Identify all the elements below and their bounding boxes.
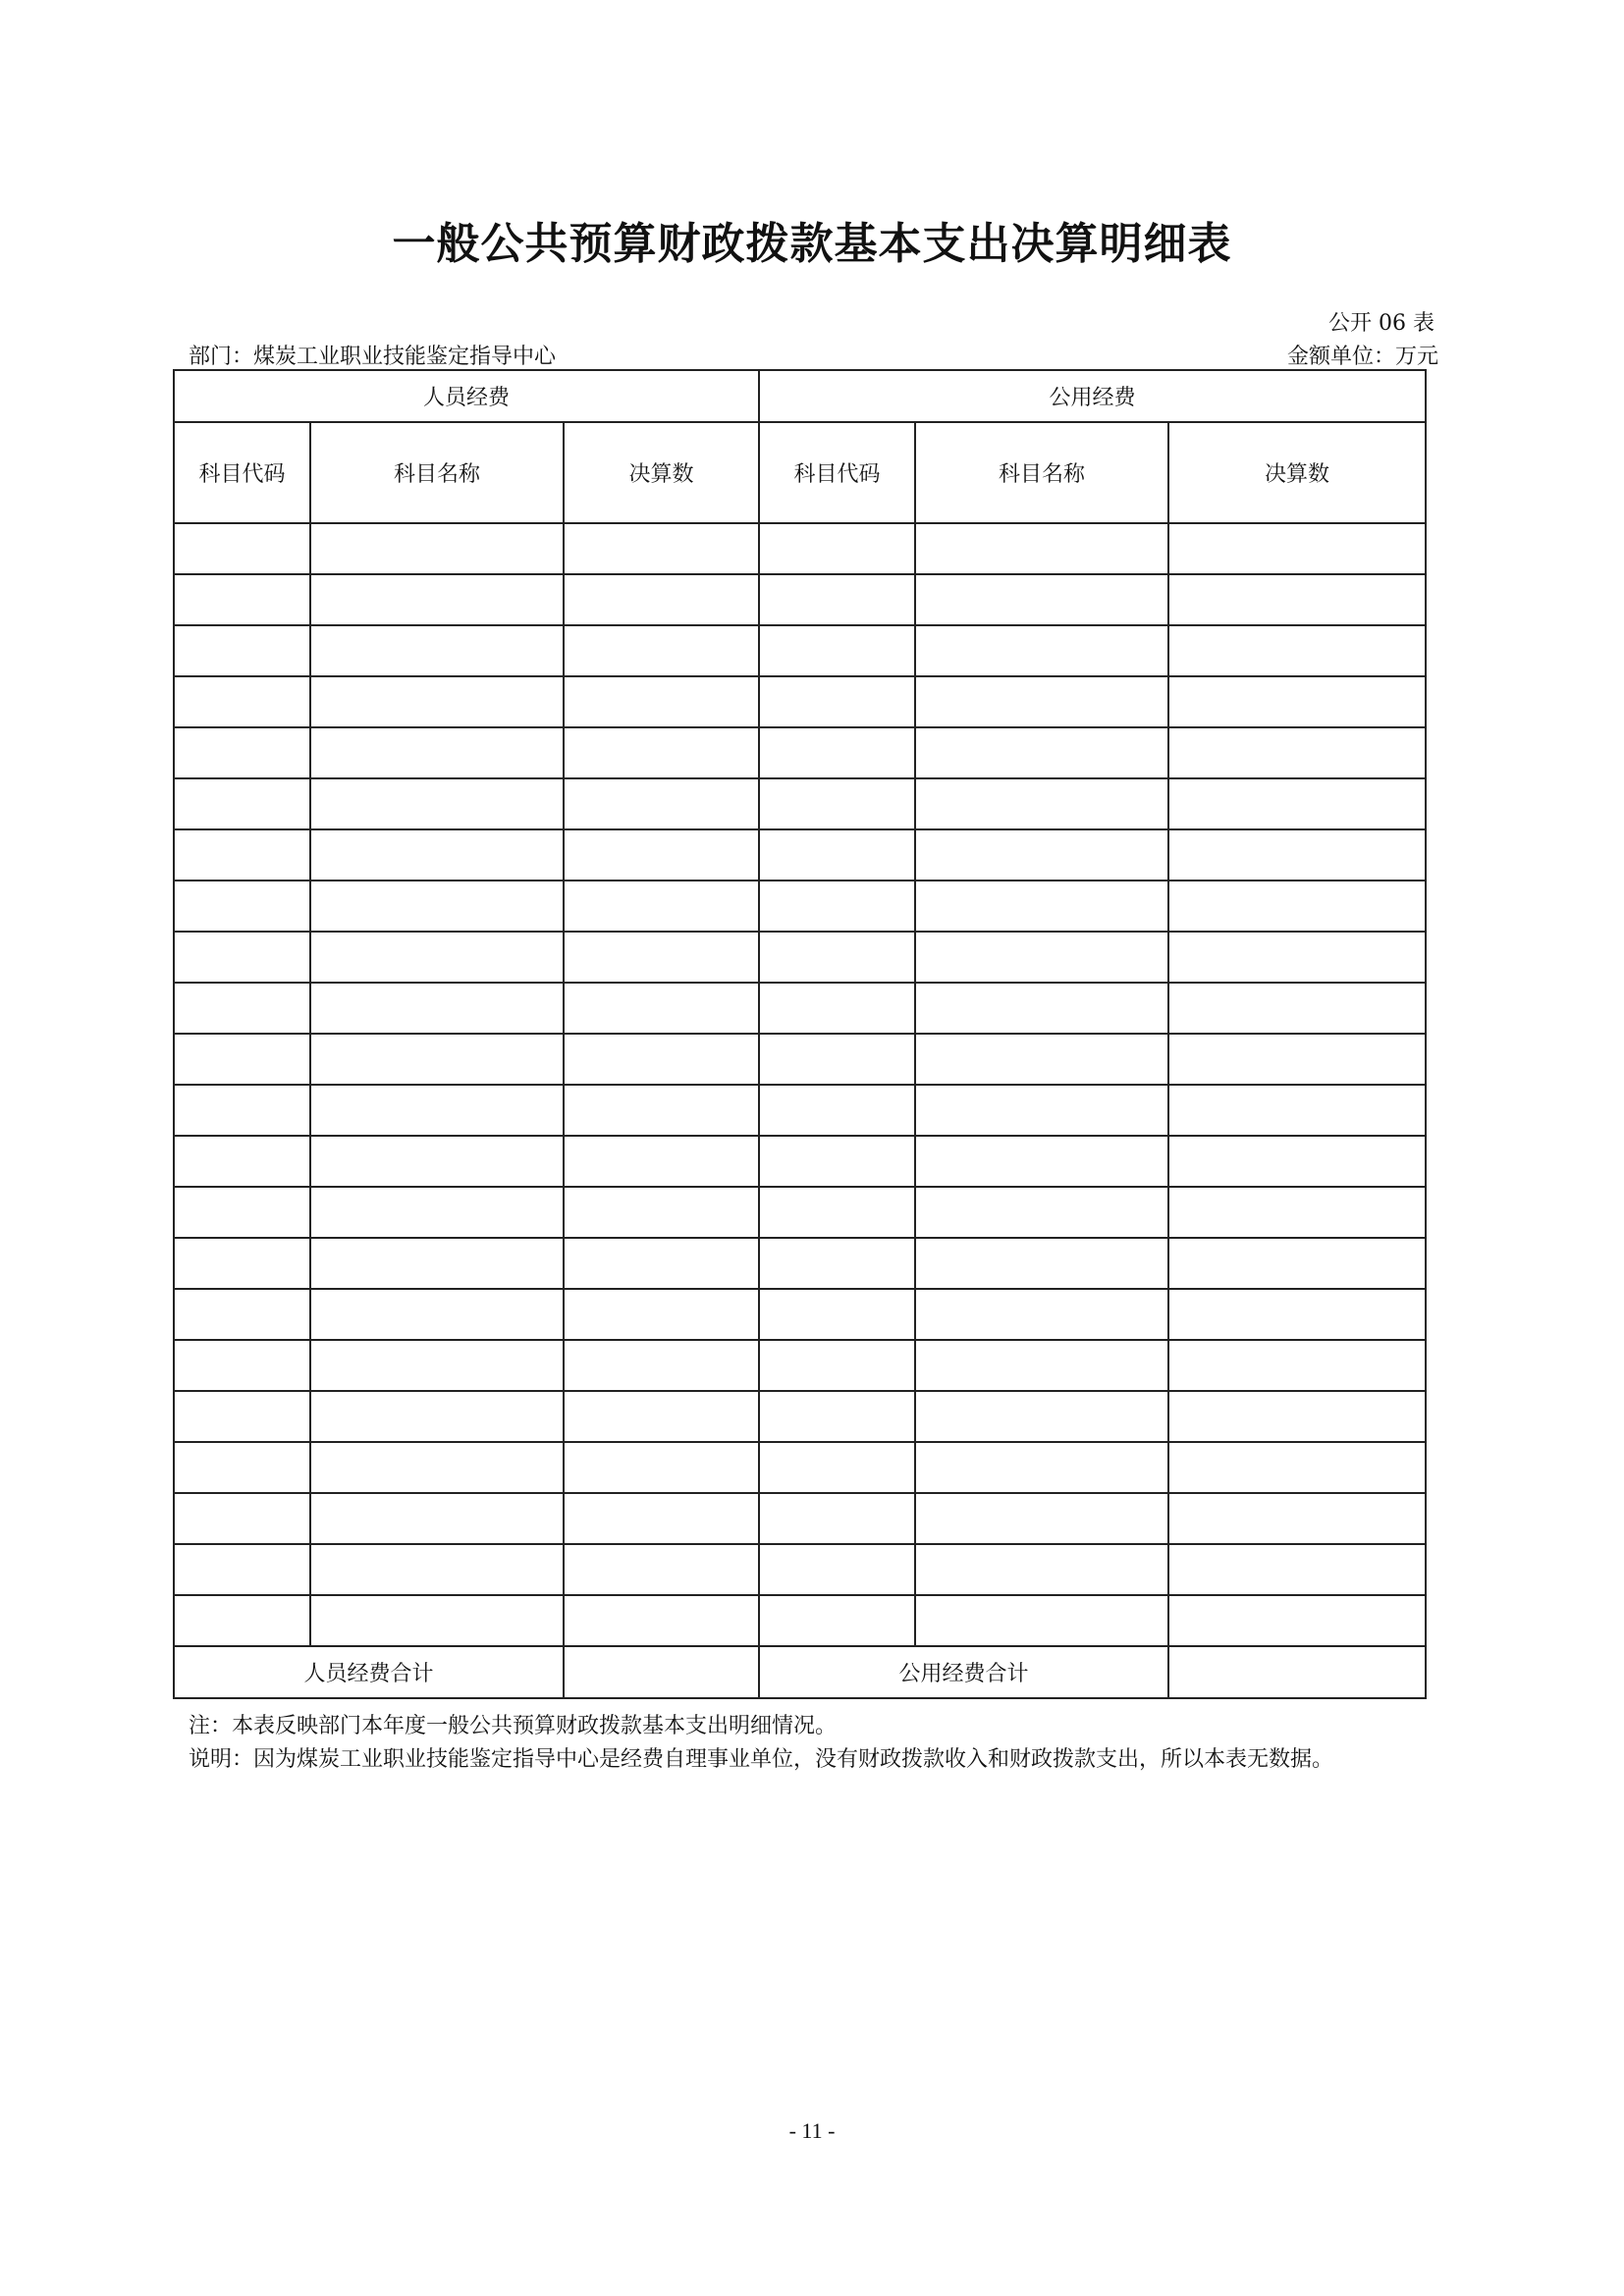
public-name-cell: [915, 727, 1168, 778]
personnel-code-cell: [174, 778, 310, 829]
personnel-code-cell: [174, 1544, 310, 1595]
public-name-cell: [915, 1187, 1168, 1238]
personnel-amount-cell: [564, 1289, 759, 1340]
table-row: [174, 1187, 1426, 1238]
personnel-amount-cell: [564, 1085, 759, 1136]
public-code-cell: [759, 1034, 915, 1085]
table-row: [174, 829, 1426, 881]
personnel-code-cell: [174, 1493, 310, 1544]
personnel-name-cell: [310, 1544, 564, 1595]
form-code: 公开 06 表: [1328, 311, 1435, 336]
public-amount-cell: [1168, 1391, 1426, 1442]
public-amount-cell: [1168, 574, 1426, 625]
public-amount-cell: [1168, 1595, 1426, 1646]
public-amount-cell: [1168, 829, 1426, 881]
public-name-cell: [915, 523, 1168, 574]
personnel-amount-cell: [564, 1391, 759, 1442]
total-personnel-value: [564, 1646, 759, 1698]
column-header-public-code: 科目代码: [759, 422, 915, 523]
public-amount-cell: [1168, 881, 1426, 932]
personnel-name-cell: [310, 676, 564, 727]
personnel-amount-cell: [564, 727, 759, 778]
personnel-code-cell: [174, 1595, 310, 1646]
column-header-personnel-amount: 决算数: [564, 422, 759, 523]
personnel-amount-cell: [564, 1034, 759, 1085]
public-name-cell: [915, 574, 1168, 625]
table-row: [174, 1442, 1426, 1493]
table-row: [174, 1595, 1426, 1646]
personnel-amount-cell: [564, 1595, 759, 1646]
public-code-cell: [759, 1442, 915, 1493]
page-title: 一般公共预算财政拨款基本支出决算明细表: [392, 219, 1232, 269]
personnel-name-cell: [310, 1493, 564, 1544]
table-row: [174, 983, 1426, 1034]
personnel-code-cell: [174, 829, 310, 881]
public-code-cell: [759, 523, 915, 574]
public-code-cell: [759, 1340, 915, 1391]
public-amount-cell: [1168, 625, 1426, 676]
table-row: [174, 881, 1426, 932]
personnel-name-cell: [310, 1136, 564, 1187]
department-label: 部门：煤炭工业职业技能鉴定指导中心: [189, 345, 557, 369]
public-amount-cell: [1168, 676, 1426, 727]
public-amount-cell: [1168, 727, 1426, 778]
table-note: 注：本表反映部门本年度一般公共预算财政拨款基本支出明细情况。: [189, 1714, 838, 1738]
public-code-cell: [759, 881, 915, 932]
expenditure-detail-table: [173, 369, 1427, 1699]
column-header-personnel-name: 科目名称: [310, 422, 564, 523]
public-name-cell: [915, 983, 1168, 1034]
personnel-amount-cell: [564, 676, 759, 727]
personnel-code-cell: [174, 574, 310, 625]
personnel-code-cell: [174, 625, 310, 676]
public-name-cell: [915, 1238, 1168, 1289]
public-amount-cell: [1168, 1340, 1426, 1391]
personnel-amount-cell: [564, 932, 759, 983]
column-header-personnel-code: 科目代码: [174, 422, 310, 523]
personnel-amount-cell: [564, 829, 759, 881]
public-amount-cell: [1168, 523, 1426, 574]
personnel-code-cell: [174, 1034, 310, 1085]
personnel-amount-cell: [564, 1238, 759, 1289]
personnel-code-cell: [174, 1136, 310, 1187]
public-name-cell: [915, 778, 1168, 829]
public-code-cell: [759, 983, 915, 1034]
public-code-cell: [759, 1085, 915, 1136]
personnel-name-cell: [310, 983, 564, 1034]
personnel-amount-cell: [564, 625, 759, 676]
public-code-cell: [759, 1493, 915, 1544]
personnel-amount-cell: [564, 574, 759, 625]
personnel-amount-cell: [564, 778, 759, 829]
total-public-label: 公用经费合计: [759, 1646, 1168, 1698]
table-row: [174, 1085, 1426, 1136]
personnel-amount-cell: [564, 1136, 759, 1187]
personnel-name-cell: [310, 1595, 564, 1646]
table-row: [174, 1340, 1426, 1391]
public-amount-cell: [1168, 983, 1426, 1034]
personnel-code-cell: [174, 1340, 310, 1391]
table-row: [174, 676, 1426, 727]
table-row: [174, 1391, 1426, 1442]
personnel-code-cell: [174, 1085, 310, 1136]
public-name-cell: [915, 1034, 1168, 1085]
table-row: [174, 778, 1426, 829]
table-row: [174, 727, 1426, 778]
table-row: [174, 523, 1426, 574]
total-personnel-label: 人员经费合计: [174, 1646, 564, 1698]
public-code-cell: [759, 625, 915, 676]
column-header-public-name: 科目名称: [915, 422, 1168, 523]
public-code-cell: [759, 1238, 915, 1289]
group-header-public: 公用经费: [759, 370, 1426, 422]
table-row: [174, 1238, 1426, 1289]
public-code-cell: [759, 1595, 915, 1646]
notes-section: [189, 1710, 1333, 1777]
public-name-cell: [915, 1136, 1168, 1187]
personnel-code-cell: [174, 1289, 310, 1340]
table-row: [174, 625, 1426, 676]
personnel-amount-cell: [564, 1544, 759, 1595]
public-amount-cell: [1168, 1136, 1426, 1187]
public-name-cell: [915, 1340, 1168, 1391]
personnel-name-cell: [310, 1238, 564, 1289]
public-name-cell: [915, 829, 1168, 881]
public-code-cell: [759, 1136, 915, 1187]
public-name-cell: [915, 1595, 1168, 1646]
public-name-cell: [915, 881, 1168, 932]
personnel-name-cell: [310, 829, 564, 881]
personnel-code-cell: [174, 1187, 310, 1238]
column-header-row: [174, 422, 1426, 523]
personnel-name-cell: [310, 727, 564, 778]
public-amount-cell: [1168, 1544, 1426, 1595]
public-code-cell: [759, 1289, 915, 1340]
personnel-name-cell: [310, 1187, 564, 1238]
personnel-amount-cell: [564, 1340, 759, 1391]
personnel-code-cell: [174, 676, 310, 727]
personnel-code-cell: [174, 727, 310, 778]
public-code-cell: [759, 1187, 915, 1238]
personnel-name-cell: [310, 625, 564, 676]
personnel-name-cell: [310, 1289, 564, 1340]
personnel-amount-cell: [564, 1493, 759, 1544]
personnel-name-cell: [310, 1340, 564, 1391]
column-header-public-amount: 决算数: [1168, 422, 1426, 523]
public-code-cell: [759, 1391, 915, 1442]
personnel-amount-cell: [564, 881, 759, 932]
public-amount-cell: [1168, 1289, 1426, 1340]
public-code-cell: [759, 1544, 915, 1595]
personnel-amount-cell: [564, 983, 759, 1034]
public-name-cell: [915, 625, 1168, 676]
personnel-name-cell: [310, 523, 564, 574]
personnel-amount-cell: [564, 1187, 759, 1238]
personnel-amount-cell: [564, 1442, 759, 1493]
personnel-name-cell: [310, 778, 564, 829]
public-amount-cell: [1168, 1085, 1426, 1136]
public-name-cell: [915, 1442, 1168, 1493]
personnel-code-cell: [174, 1238, 310, 1289]
personnel-code-cell: [174, 523, 310, 574]
public-name-cell: [915, 1493, 1168, 1544]
public-code-cell: [759, 829, 915, 881]
public-name-cell: [915, 1391, 1168, 1442]
no-data-explanation: 说明：因为煤炭工业职业技能鉴定指导中心是经费自理事业单位，没有财政拨款收入和财政拨款支出，所以本表无数据。: [189, 1747, 1334, 1772]
personnel-code-cell: [174, 983, 310, 1034]
personnel-name-cell: [310, 1442, 564, 1493]
public-code-cell: [759, 676, 915, 727]
table-row: [174, 1136, 1426, 1187]
table-row: [174, 1034, 1426, 1085]
personnel-name-cell: [310, 932, 564, 983]
public-name-cell: [915, 1289, 1168, 1340]
public-code-cell: [759, 778, 915, 829]
total-public-value: [1168, 1646, 1426, 1698]
page-number: - 11 -: [788, 2118, 836, 2143]
personnel-name-cell: [310, 881, 564, 932]
public-name-cell: [915, 1085, 1168, 1136]
personnel-name-cell: [310, 574, 564, 625]
table-row: [174, 1544, 1426, 1595]
personnel-code-cell: [174, 1442, 310, 1493]
personnel-amount-cell: [564, 523, 759, 574]
total-row: [174, 1646, 1426, 1698]
public-amount-cell: [1168, 1238, 1426, 1289]
public-name-cell: [915, 932, 1168, 983]
personnel-code-cell: [174, 1391, 310, 1442]
personnel-name-cell: [310, 1391, 564, 1442]
public-amount-cell: [1168, 778, 1426, 829]
amount-unit-label: 金额单位：万元: [1286, 345, 1438, 369]
personnel-code-cell: [174, 881, 310, 932]
table-row: [174, 932, 1426, 983]
personnel-code-cell: [174, 932, 310, 983]
public-amount-cell: [1168, 1034, 1426, 1085]
table-row: [174, 1493, 1426, 1544]
table-row: [174, 574, 1426, 625]
personnel-name-cell: [310, 1034, 564, 1085]
public-amount-cell: [1168, 1493, 1426, 1544]
public-code-cell: [759, 932, 915, 983]
personnel-name-cell: [310, 1085, 564, 1136]
public-name-cell: [915, 1544, 1168, 1595]
table-row: [174, 1289, 1426, 1340]
public-name-cell: [915, 676, 1168, 727]
group-header-row: [174, 370, 1426, 422]
public-amount-cell: [1168, 932, 1426, 983]
group-header-personnel: 人员经费: [174, 370, 759, 422]
public-amount-cell: [1168, 1187, 1426, 1238]
public-amount-cell: [1168, 1442, 1426, 1493]
public-code-cell: [759, 727, 915, 778]
public-code-cell: [759, 574, 915, 625]
